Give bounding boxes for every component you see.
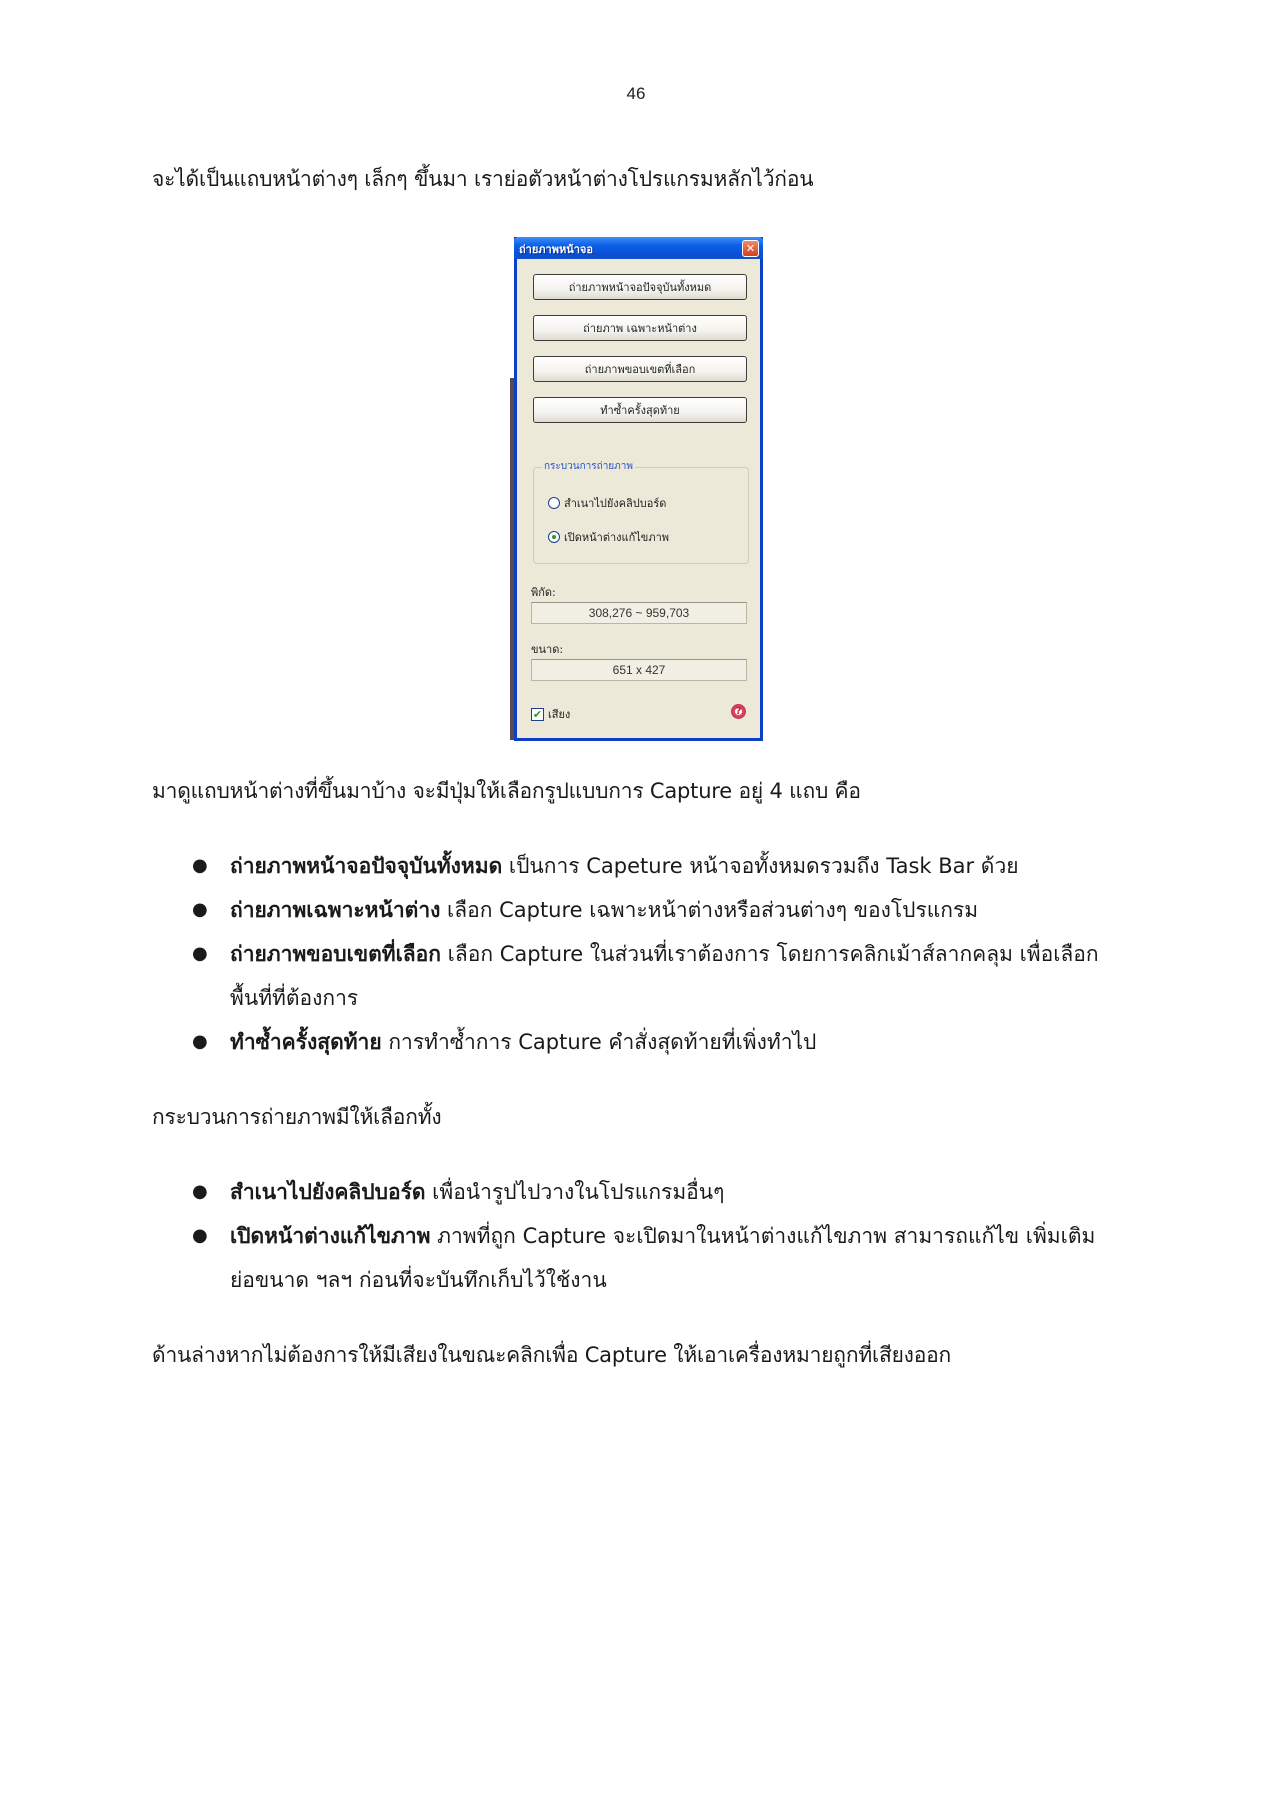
window-titlebar[interactable]: [514, 237, 763, 259]
list-item-continuation: ย่อขนาด ฯลฯ ก่อนที่จะบันทึกเก็บไว้ใช้งาน: [230, 1268, 607, 1292]
checkbox-checked-icon[interactable]: ✔: [532, 707, 543, 721]
list-item-term: ถ่ายภาพขอบเขตที่เลือก: [230, 942, 441, 966]
radio-button-icon[interactable]: [548, 497, 560, 509]
close-icon[interactable]: ✕: [742, 240, 759, 257]
list-item: [152, 1020, 1099, 1064]
bullet-icon: ●: [192, 1225, 208, 1246]
page-number: 46: [626, 84, 646, 103]
sound-paragraph: ด้านล่างหากไม่ต้องการให้มีเสียงในขณะคลิกเพื่อ Capture ให้เอาเครื่องหมายถูกที่เสียงออก: [152, 1343, 952, 1367]
list-item-continuation: พื้นที่ที่ต้องการ: [230, 986, 359, 1010]
list-item-desc: การทำซ้ำการ Capture คำสั่งสุดท้ายที่เพิ่งทำไป: [381, 1030, 817, 1054]
list-item-term: ทำซ้ำครั้งสุดท้าย: [230, 1030, 382, 1054]
list-item-desc: เลือก Capture ในส่วนที่เราต้องการ โดยการคลิกเม้าส์ลากคลุม เพื่อเลือก: [440, 942, 1099, 966]
bullet-icon: ●: [192, 1031, 208, 1052]
list-item-desc: ภาพที่ถูก Capture จะเปิดมาในหน้าต่างแก้ไขภาพ สามารถแก้ไข เพิ่มเติม: [430, 1224, 1096, 1248]
list-item-term: ถ่ายภาพเฉพาะหน้าต่าง: [230, 898, 441, 922]
list-item-term: ถ่ายภาพหน้าจอปัจจุบันทั้งหมด: [230, 854, 503, 878]
intro-paragraph: จะได้เป็นแถบหน้าต่างๆ เล็กๆ ขึ้นมา เราย่อตัวหน้าต่างโปรแกรมหลักไว้ก่อน: [152, 167, 814, 191]
radio-label: เปิดหน้าต่างแก้ไขภาพ: [564, 531, 670, 544]
window-title: ถ่ายภาพหน้าจอ: [519, 243, 593, 256]
repeat-last-button[interactable]: ทำซ้ำครั้งสุดท้าย: [533, 397, 747, 423]
size-field: 651 x 427: [531, 659, 747, 681]
capture-fullscreen-button[interactable]: ถ่ายภาพหน้าจอปัจจุบันทั้งหมด: [533, 274, 747, 300]
list-item: [152, 844, 1099, 888]
list-item: [152, 1214, 1095, 1302]
list-item: [152, 932, 1099, 1020]
process-paragraph: กระบวนการถ่ายภาพมีให้เลือกทั้ง: [152, 1105, 442, 1129]
bullet-icon: ●: [192, 899, 208, 920]
bullet-icon: ●: [192, 855, 208, 876]
list-item: [152, 888, 1099, 932]
radio-button-checked-icon[interactable]: [548, 531, 560, 543]
capture-window-button[interactable]: ถ่ายภาพ เฉพาะหน้าต่าง: [533, 315, 747, 341]
process-modes-list: [152, 1170, 1095, 1302]
process-group-label: กระบวนการถ่ายภาพ: [544, 461, 633, 472]
list-item-desc: เป็นการ Capeture หน้าจอทั้งหมดรวมถึง Task Bar ด้วย: [502, 854, 1019, 878]
buttons-paragraph: มาดูแถบหน้าต่างที่ขึ้นมาบ้าง จะมีปุ่มให้เลือกรูปแบบการ Capture อยู่ 4 แถบ คือ: [152, 779, 861, 803]
list-item-desc: เพื่อนำรูปไปวางในโปรแกรมอื่นๆ: [425, 1180, 725, 1204]
sound-checkbox-row[interactable]: [531, 705, 570, 723]
list-item: [152, 1170, 1095, 1214]
process-group: [533, 461, 749, 564]
list-item-term: เปิดหน้าต่างแก้ไขภาพ: [230, 1224, 431, 1248]
coordinates-field: 308,276 ~ 959,703: [531, 602, 747, 624]
bullet-icon: ●: [192, 943, 208, 964]
capture-window: [514, 237, 763, 741]
list-item-term: สำเนาไปยังคลิปบอร์ด: [230, 1180, 426, 1204]
radio-label: สำเนาไปยังคลิปบอร์ด: [564, 497, 667, 510]
help-icon[interactable]: ?: [731, 704, 746, 719]
radio-copy-clipboard[interactable]: [548, 494, 666, 512]
size-label: ขนาด:: [531, 643, 564, 656]
radio-open-editor[interactable]: [548, 528, 669, 546]
coordinates-label: พิกัด:: [531, 586, 556, 599]
bullet-icon: ●: [192, 1181, 208, 1202]
capture-region-button[interactable]: ถ่ายภาพขอบเขตที่เลือก: [533, 356, 747, 382]
sound-label: เสียง: [548, 708, 571, 721]
capture-modes-list: [152, 844, 1099, 1064]
list-item-desc: เลือก Capture เฉพาะหน้าต่างหรือส่วนต่างๆ ของโปรแกรม: [440, 898, 979, 922]
